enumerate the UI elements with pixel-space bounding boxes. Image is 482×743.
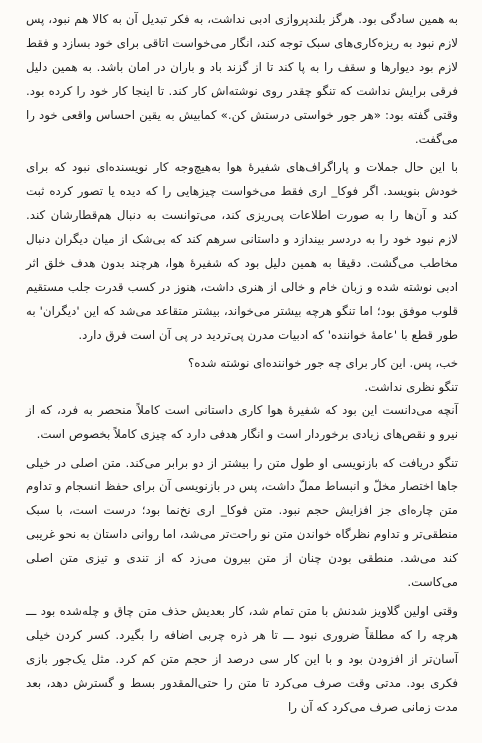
paragraph-2: با این حال جملات و پاراگراف‌های شفیرهٔ هوا به‌هیچ‌وجه کار نویسنده‌ای نبود که برای خودش بنویسد. اگر فوکا_ اری فقط می‌خواست چیزهایی را که دیده یا تصور کرده ثبت کند و آن‌ها را به صورت اطلاعات پی‌ریزی کند، می‌توانست به دنبال هم‌قطارشان کند. لازم نبود خود را به دردسر بیندازد و داستانی سرهم کند که بی‌شک از میان دیگران دنبال مخاطب می‌گشت. دقیقا به همین دلیل بود که شفیرهٔ هوا، هرچند بدون هدف خلق اثر ادبی نوشته شده و زبان خام و خالی از هنری داشت، هنوز در کسب قدرت جلب مستقیم قلوب موفق بود؛ اما تنگو هرچه بیشتر می‌خواند، بیشتر متقاعد می‌شد که این 'دیگران' به طور قطع با 'عامهٔ خواننده' که ادبیات مدرن پی‌تردید در پی آن است فرق دارد.	[26, 160, 458, 342]
paragraph-4: تنگو دریافت که بازنویسی او طول متن را بیشتر از دو برابر می‌کند. متن اصلی در خیلی جاها اختصار مخلّ و انبساط مملّ داشت، پس در بازنویسی آن برای حفظ انسجام و تداوم متن چاره‌ای جز افزایش حجم نبود. متن فوکا_ اری نخ‌نما بود؛ درست است، با سبک منطقی‌تر و تداوم نظرگاه خواندن متن نو راحت‌تر می‌شد، اما روانی داستان به نحو غریبی کند می‌شد. منطقی بودن چنان از متن بیرون می‌زد که از تندی و تیزی متن اصلی می‌کاست.	[26, 455, 458, 590]
paragraph-1: به همین سادگی بود. هرگز بلندپروازی ادبی نداشت، به فکر تبدیل آن به کالا هم نبود، پس لازم نبود به ریزه‌کاری‌های سبک توجه کند، انگار می‌خواست اتاقی برای خود بسازد و فقط لازم بود دیوارها و سقف را به پا کند تا از گزند باد و باران در امان باشد. به همین دلیل فرقی برایش نداشت که تنگو چقدر روی نوشته‌اش کار کند. تا اینجا کار خود را کرده بود. وقتی گفته بود: «هر جور خواستی درستش کن.» کمابیش به یقین احساس واقعی خود را می‌گفت.	[26, 12, 458, 146]
question-line: خب، پس. این کار برای چه جور خواننده‌ای نوشته شده؟	[187, 355, 458, 370]
short-line: تنگو نظری نداشت.	[364, 379, 458, 394]
paragraph-5: وقتی اولین گلاویز شدنش با متن تمام شد، کار بعدیش حذف متن چاق و چله‌شده بود ـــ هرچه را که مطلقاً ضروری نبود ـــ تا هر ذره چربی اضافه را بگیرد. کسر کردن خیلی آسان‌تر از افزودن بود و با این کار سی درصد از حجم متن کم کرد. مثل یک‌جور بازی فکری بود. مدتی وقت صرف می‌کرد تا متن را حتی‌المقدور بسط و گسترش دهد، بعد مدت زمانی صرف می‌کرد که آن را	[26, 603, 458, 714]
paragraph-3: آنچه می‌دانست این بود که شفیرهٔ هوا کاری داستانی است کاملاً منحصر به فرد، که از نیرو و نقص‌های زیادی برخوردار است و انگار هدفی دارد که چیزی کاملاً بخصوص است.	[26, 402, 458, 441]
